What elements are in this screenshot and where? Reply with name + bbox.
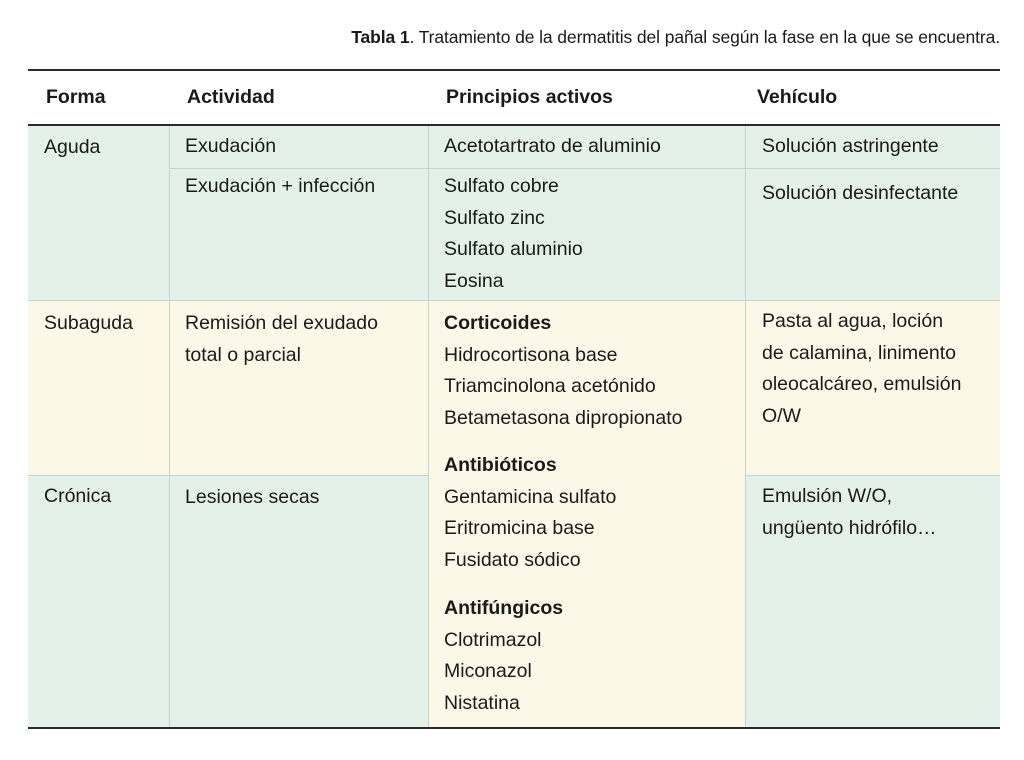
principio-item: Betametasona dipropionato: [444, 406, 683, 429]
principio-item: Sulfato aluminio: [444, 238, 583, 260]
aguda-principios-1: Acetotartrato de aluminio: [444, 135, 661, 157]
subaguda-cronica-divider-right: [746, 475, 1000, 476]
aguda-vehiculo-2: Solución desinfectante: [762, 182, 959, 204]
principios-antifungicos: [444, 593, 563, 719]
top-rule: [28, 69, 1000, 71]
cronica-vehiculo: [762, 481, 937, 544]
principio-item: Gentamicina sulfato: [444, 485, 617, 508]
principios-corticoides: [444, 308, 683, 434]
header-vehiculo: Vehículo: [757, 86, 838, 108]
vehiculo-line: de calamina, linimento: [762, 341, 957, 364]
actividad-line: Remisión del exudado: [185, 312, 378, 334]
principio-item: Eosina: [444, 269, 504, 292]
principio-item: Eritromicina base: [444, 517, 595, 539]
vehiculo-line: oleocalcáreo, emulsión: [762, 373, 962, 395]
principio-item: Hidrocortisona base: [444, 343, 618, 366]
vehiculo-line: Emulsión W/O,: [762, 485, 893, 507]
principio-item: Miconazol: [444, 660, 532, 682]
caption-label: Tabla 1: [351, 27, 410, 47]
group-title-antifungicos: Antifúngicos: [444, 597, 564, 619]
table-caption: [351, 27, 1000, 48]
aguda-actividad-2: Exudación + infección: [185, 175, 376, 197]
principio-item: Sulfato zinc: [444, 206, 545, 229]
header-principios: Principios activos: [446, 86, 613, 108]
principios-antibioticos: [444, 450, 616, 576]
header-forma: Forma: [46, 86, 106, 108]
aguda-row-divider: [170, 168, 1000, 169]
subaguda-vehiculo: [762, 306, 961, 432]
subaguda-actividad: [185, 308, 378, 371]
principio-item: Triamcinolona acetónido: [444, 375, 656, 397]
forma-aguda: Aguda: [44, 136, 101, 158]
subaguda-cronica-divider-left: [28, 475, 428, 476]
principio-item: Clotrimazol: [444, 628, 542, 651]
header-actividad: Actividad: [187, 86, 275, 108]
forma-subaguda: Subaguda: [44, 312, 133, 334]
col-divider-3: [745, 126, 746, 727]
actividad-line: total o parcial: [185, 343, 301, 366]
aguda-actividad-1: Exudación: [185, 135, 277, 157]
bottom-rule: [28, 727, 1000, 729]
caption-text: . Tratamiento de la dermatitis del pañal según la fase en la que se encuentra.: [409, 27, 1000, 47]
col-divider-2: [428, 126, 429, 727]
vehiculo-line: Pasta al agua, loción: [762, 310, 944, 332]
group-title-antibioticos: Antibióticos: [444, 454, 557, 476]
principio-item: Fusidato sódico: [444, 548, 581, 571]
aguda-principios-2: [444, 171, 583, 297]
principio-item: Sulfato cobre: [444, 175, 559, 197]
forma-cronica: Crónica: [44, 485, 112, 507]
principio-item: Nistatina: [444, 691, 520, 714]
aguda-vehiculo-1: Solución astringente: [762, 135, 939, 157]
group-title-corticoides: Corticoides: [444, 312, 552, 334]
col-divider-1: [169, 126, 170, 727]
vehiculo-line: O/W: [762, 404, 801, 427]
cronica-actividad: Lesiones secas: [185, 486, 320, 508]
aguda-subaguda-divider: [28, 300, 1000, 301]
vehiculo-line: ungüento hidrófilo…: [762, 516, 937, 539]
